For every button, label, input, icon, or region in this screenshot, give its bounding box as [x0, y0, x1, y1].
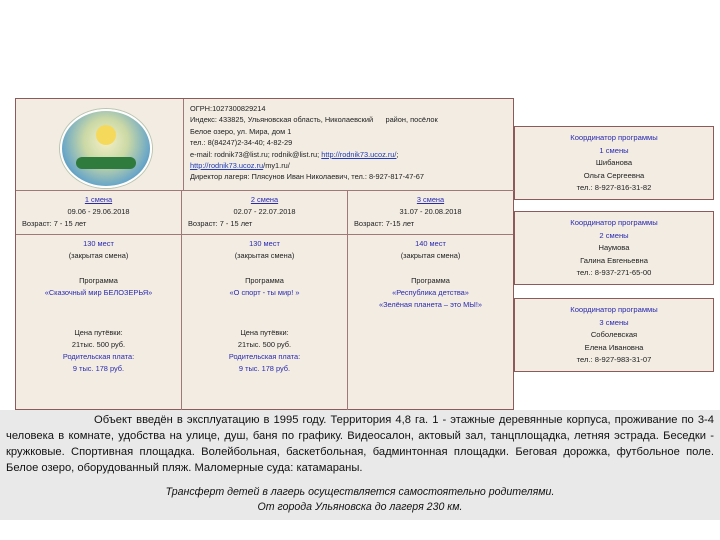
coordinator-phone: тел.: 8-927-983-31-07: [576, 355, 652, 365]
coordinator-1: [514, 126, 714, 200]
camp-info-table: [15, 98, 514, 410]
program-label: Программа: [411, 276, 450, 285]
program-label: Программа: [245, 276, 284, 285]
shift-column-3: [348, 191, 513, 411]
address-line-2: Белое озеро, ул. Мира, дом 1: [190, 126, 292, 136]
coordinator-name: Елена Ивановна: [584, 342, 644, 352]
price: 21тыс. 500 руб.: [71, 340, 126, 349]
program-name: «Республика детства»: [392, 288, 469, 297]
ogrn: ОГРН:1027300829214: [190, 104, 266, 113]
phone: тел.: 8(84247)2-34-40; 4-82-29: [190, 138, 293, 148]
transfer-note: Трансферт детей в лагерь осуществляется самостоятельно родителями.: [165, 486, 555, 498]
sun-icon: [96, 125, 116, 145]
shift-dates: 09.06 - 29.06.2018: [67, 207, 130, 216]
shift-age: Возраст: 7 - 15 лет: [188, 219, 253, 228]
shift-name: 2 смена: [250, 195, 279, 204]
parent-fee-label: Родительская плата:: [228, 352, 301, 361]
program-name: «О спорт - ты мир! »: [229, 288, 300, 297]
shift-type: (закрытая смена): [234, 251, 295, 260]
coordinator-shift: 2 смены: [599, 230, 629, 240]
website-link-1[interactable]: http://rodnik73.ucoz.ru/: [321, 149, 397, 159]
shift-type: (закрытая смена): [68, 251, 129, 260]
coordinator-surname: Шибанова: [595, 158, 633, 168]
coordinator-3: [514, 298, 714, 372]
coordinator-shift: 3 смены: [599, 317, 629, 327]
email-line: e-mail: rodnik73@list.ru; rodnik@list.ru; http://rodnik73.ucoz.ru/;: [190, 149, 399, 159]
coordinator-2: [514, 211, 714, 285]
shift-age: Возраст: 7-15 лет: [354, 219, 415, 228]
program-label: Программа: [79, 276, 118, 285]
coordinator-name: Галина Евгеньевна: [580, 255, 648, 265]
shift-type: (закрытая смена): [400, 251, 461, 260]
parent-fee: 9 тыс. 178 руб.: [72, 364, 125, 373]
shift-dates: 02.07 - 22.07.2018: [233, 207, 296, 216]
shift-dates: 31.07 - 20.08.2018: [399, 207, 462, 216]
shift-column-1: [16, 191, 182, 411]
logo-ribbon: [76, 157, 136, 169]
price: 21тыс. 500 руб.: [237, 340, 292, 349]
shift-name: 3 смена: [416, 195, 445, 204]
camp-logo: [60, 109, 152, 188]
address-line-1: Индекс: 433825, Ульяновская область, Николаевский район, посёлок: [190, 115, 438, 125]
shift-age: Возраст: 7 - 15 лет: [22, 219, 87, 228]
shift-places: 130 мест: [249, 239, 280, 248]
coordinator-surname: Наумова: [598, 243, 630, 253]
facility-description: Объект введён в эксплуатацию в 1995 году. Территория 4,8 га. 1 - этажные деревянные корпуса, проживание по 3-4 человека в комнате, удобства на улице, душ, баня по графику. Видеосалон, актовый зал, танцплощадка, летняя эстрада. Беседки - кружковые. Спортивная площадка. Волейбольная, баскетбольная, бадминтонная площадки. Беговая дорожка, футбольное поле. Белое озеро, оборудованный пляж. Маломерные суда: катамараны.: [6, 414, 714, 474]
coordinator-title: Координатор программы: [570, 218, 658, 227]
divider: [16, 234, 181, 235]
program-name-2: «Зелёная планета – это МЫ!»: [378, 300, 483, 309]
divider: [182, 234, 347, 235]
shift-column-2: [182, 191, 348, 411]
price-label: Цена путёвки:: [240, 328, 289, 337]
price-label: Цена путёвки:: [74, 328, 123, 337]
shift-name: 1 смена: [84, 195, 113, 204]
parent-fee: 9 тыс. 178 руб.: [238, 364, 291, 373]
coordinator-phone: тел.: 8-937-271-65-00: [576, 268, 652, 278]
description-panel: [0, 410, 720, 520]
coordinator-surname: Соболевская: [590, 330, 638, 340]
program-name: «Сказочный мир БЕЛОЗЕРЬЯ»: [44, 288, 153, 297]
director: Директор лагеря: Плясунов Иван Николаевич, тел.: 8-927-817-47-67: [190, 172, 425, 182]
coordinator-phone: тел.: 8-927-816-31-82: [576, 183, 652, 193]
coordinator-shift: 1 смены: [599, 145, 629, 155]
coordinator-name: Ольга Сергеевна: [583, 170, 645, 180]
coordinator-title: Координатор программы: [570, 305, 658, 314]
shift-places: 140 мест: [415, 239, 446, 248]
shift-places: 130 мест: [83, 239, 114, 248]
coordinator-title: Координатор программы: [570, 133, 658, 142]
logo-cell: [16, 99, 184, 191]
divider: [348, 234, 513, 235]
parent-fee-label: Родительская плата:: [62, 352, 135, 361]
website-link-2[interactable]: http://rodnik73.ucoz.ru: [190, 161, 264, 171]
distance-note: От города Ульяновска до лагеря 230 км.: [257, 501, 463, 513]
website-line: http://rodnik73.ucoz.ru/my1.ru/: [190, 161, 290, 171]
contact-info: [184, 99, 514, 191]
